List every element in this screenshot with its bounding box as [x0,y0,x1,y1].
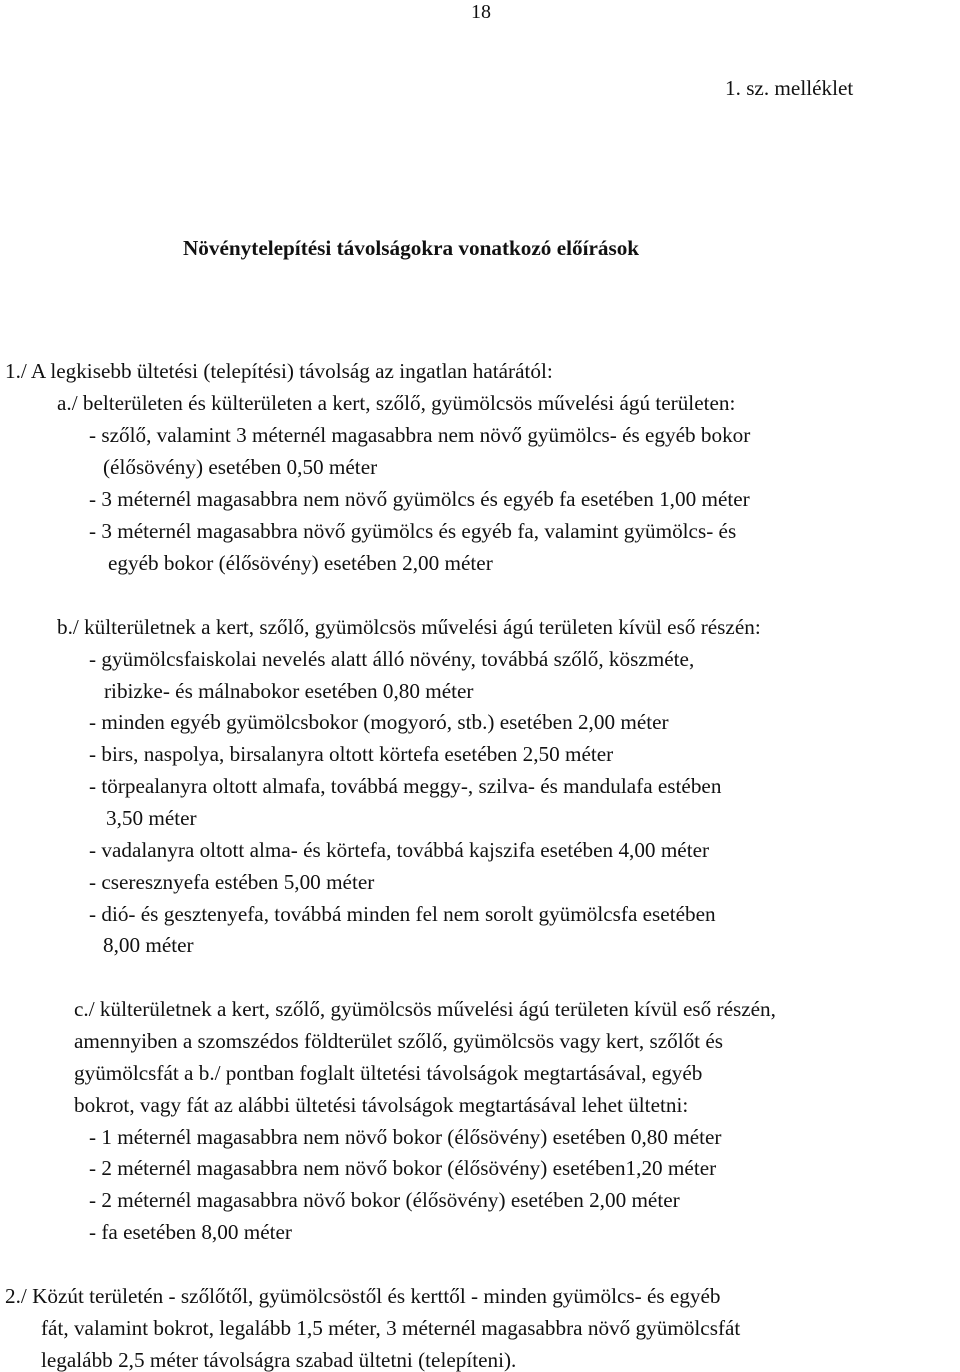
list-item-continuation: ribizke- és málnabokor esetében 0,80 méter [104,679,474,703]
list-item: - fa esetében 8,00 méter [89,1220,292,1244]
page-number: 18 [471,1,491,23]
document-title: Növénytelepítési távolságokra vonatkozó előírások [183,236,640,260]
list-item-continuation: 8,00 méter [103,933,194,957]
list-item: - 3 méternél magasabbra növő gyümölcs és egyéb fa, valamint gyümölcs- és [89,519,737,543]
paragraph-line: legalább 2,5 méter távolságra szabad ültetni (telepíteni). [41,1348,517,1372]
section-1-heading: 1./ A legkisebb ültetési (telepítési) távolság az ingatlan határától: [5,359,553,383]
list-item: - vadalanyra oltott alma- és körtefa, továbbá kajszifa esetében 4,00 méter [89,838,710,862]
list-item: - 2 méternél magasabbra nem növő bokor (élősövény) esetében1,20 méter [89,1156,717,1180]
list-item: - cseresznyefa estében 5,00 méter [89,870,375,894]
paragraph-line: amennyiben a szomszédos földterület szőlő, gyümölcsös vagy kert, szőlőt és [74,1029,724,1053]
list-item: - 2 méternél magasabbra növő bokor (élősövény) esetében 2,00 méter [89,1188,680,1212]
section-2-heading: 2./ Közút területén - szőlőtől, gyümölcsöstől és kerttől - minden gyümölcs- és egyéb [5,1284,721,1308]
list-item: - dió- és gesztenyefa, továbbá minden fel nem sorolt gyümölcsfa esetében [89,902,716,926]
paragraph-line: fát, valamint bokrot, legalább 1,5 méter, 3 méternél magasabbra növő gyümölcsfát [41,1316,741,1340]
annex-label: 1. sz. melléklet [725,76,854,100]
list-item: - 3 méternél magasabbra nem növő gyümölcs és egyéb fa esetében 1,00 méter [89,487,750,511]
paragraph-line: gyümölcsfát a b./ pontban foglalt ültetési távolságok megtartásával, egyéb [74,1061,703,1085]
list-item: - gyümölcsfaiskolai nevelés alatt álló növény, továbbá szőlő, köszméte, [89,647,695,671]
subsection-a-heading: a./ belterületen és külterületen a kert, szőlő, gyümölcsös művelési ágú területen: [57,391,736,415]
list-item: - birs, naspolya, birsalanyra oltott körtefa esetében 2,50 méter [89,742,614,766]
list-item-continuation: (élősövény) esetében 0,50 méter [103,455,378,479]
subsection-c-heading: c./ külterületnek a kert, szőlő, gyümölcsös művelési ágú területen kívül eső részén, [74,997,776,1021]
list-item-continuation: egyéb bokor (élősövény) esetében 2,00 méter [108,551,493,575]
list-item: - 1 méternél magasabbra nem növő bokor (élősövény) esetében 0,80 méter [89,1125,722,1149]
paragraph-line: bokrot, vagy fát az alábbi ültetési távolságok megtartásával lehet ültetni: [74,1093,689,1117]
subsection-b-heading: b./ külterületnek a kert, szőlő, gyümölcsös művelési ágú területen kívül eső részén: [57,615,761,639]
list-item: - törpealanyra oltott almafa, továbbá meggy-, szilva- és mandulafa estében [89,774,722,798]
list-item: - minden egyéb gyümölcsbokor (mogyoró, stb.) esetében 2,00 méter [89,710,669,734]
list-item-continuation: 3,50 méter [106,806,197,830]
list-item: - szőlő, valamint 3 méternél magasabbra nem növő gyümölcs- és egyéb bokor [89,423,751,447]
